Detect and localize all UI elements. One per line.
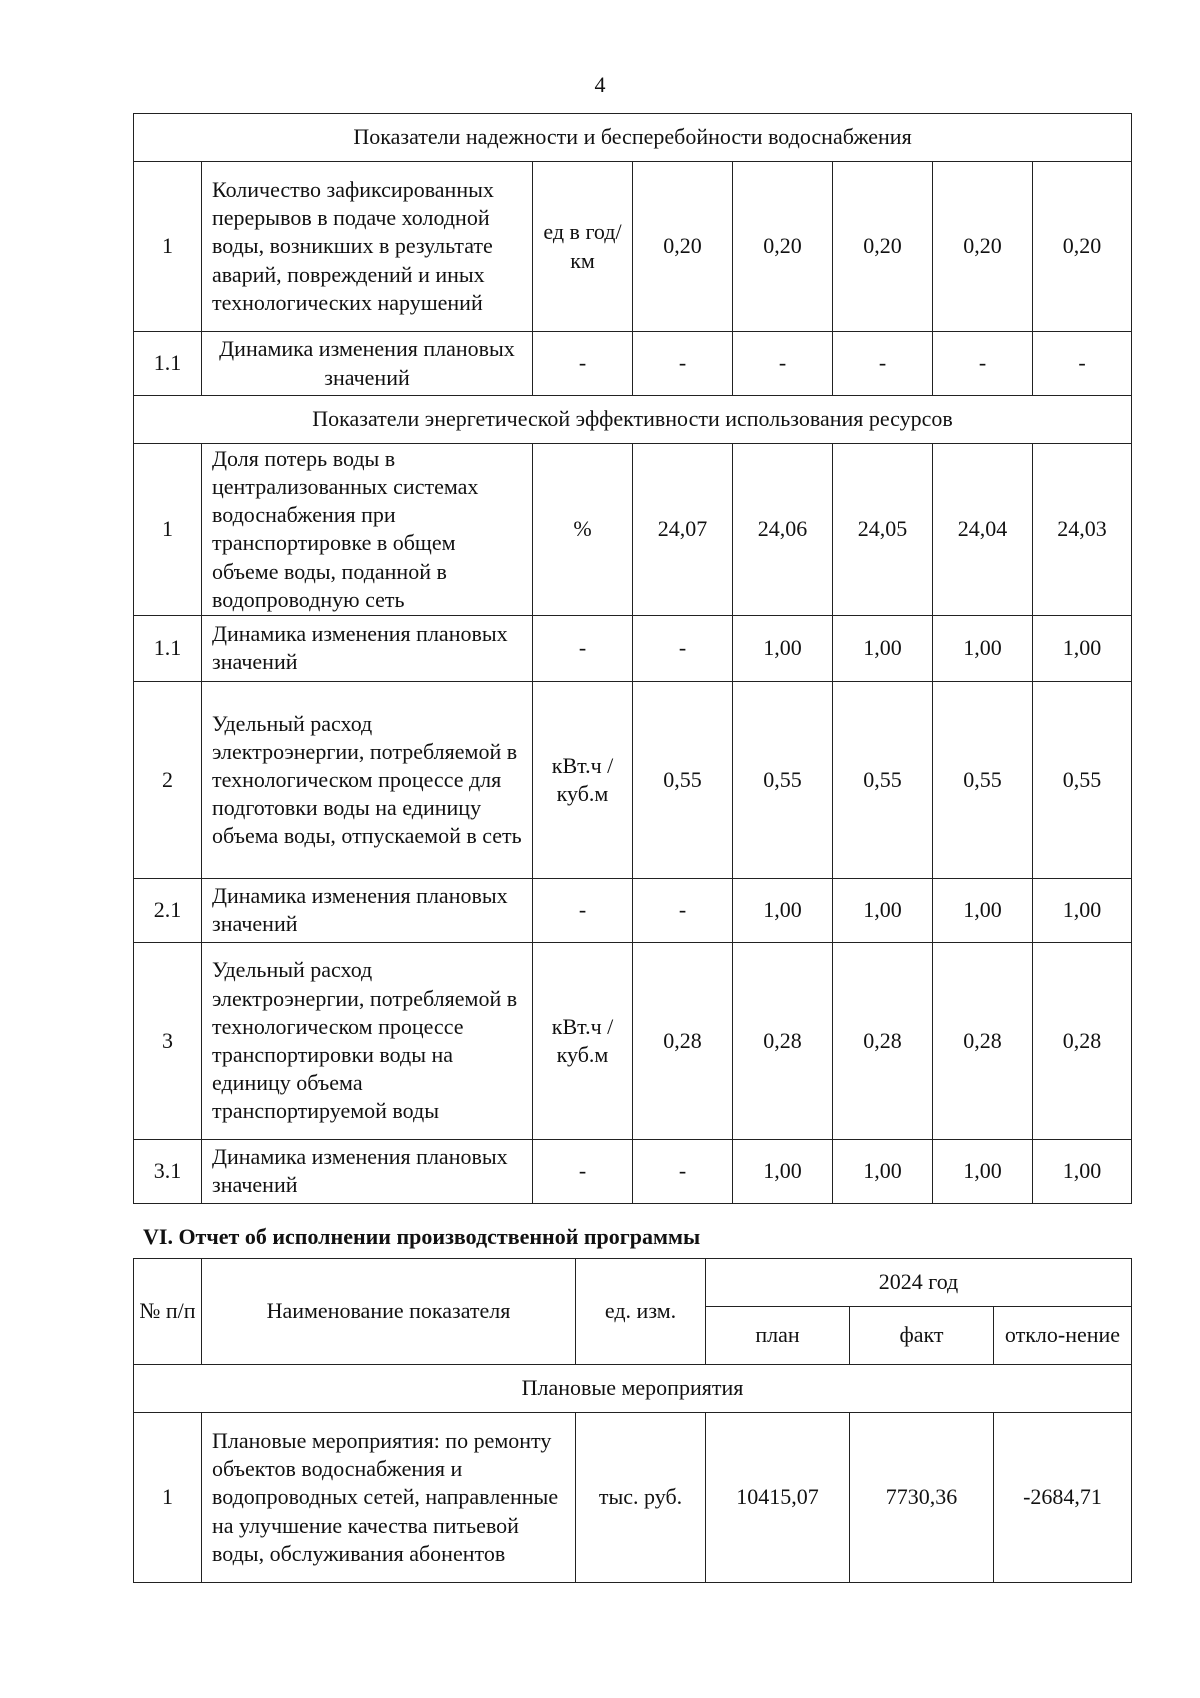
unit-cell: тыс. руб. [576,1413,706,1583]
value-cell: 1,00 [1033,1139,1132,1203]
table-row [134,1139,1132,1203]
value-cell: 1,00 [933,615,1033,681]
indicator-name: Доля потерь воды в централизованных системах водоснабжения при транспортировке в общем объеме воды, поданной в водопроводную сеть [202,444,533,616]
fact-cell: 7730,36 [850,1413,994,1583]
unit-cell: ед в год/ км [533,162,633,332]
value-cell: 0,28 [933,942,1033,1139]
indicators-table [133,113,1132,1204]
value-cell: 1,00 [733,878,833,942]
plan-cell: 10415,07 [706,1413,850,1583]
header-year: 2024 год [706,1259,1132,1307]
value-cell: - [633,332,733,396]
row-number: 2.1 [134,878,202,942]
value-cell: 0,20 [833,162,933,332]
section-heading: VI. Отчет об исполнении производственной программы [143,1224,701,1249]
value-cell: 24,05 [833,444,933,616]
indicator-name: Удельный расход электроэнергии, потребляемой в технологическом процессе для подготовки воды на единицу объема воды, отпускаемой в сеть [202,681,533,878]
table-row [134,681,1132,878]
value-cell: 0,20 [1033,162,1132,332]
value-cell: - [633,615,733,681]
value-cell: - [633,878,733,942]
row-number: 3 [134,942,202,1139]
unit-cell: кВт.ч / куб.м [533,942,633,1139]
value-cell: 24,03 [1033,444,1132,616]
unit-cell: % [533,444,633,616]
value-cell: - [733,332,833,396]
value-cell: 24,04 [933,444,1033,616]
section-title-efficiency: Показатели энергетической эффективности использования ресурсов [134,396,1132,444]
header-fact: факт [850,1307,994,1365]
indicator-name: Удельный расход электроэнергии, потребляемой в технологическом процессе транспортировки воды на единицу объема транспортируемой воды [202,942,533,1139]
indicator-name: Динамика изменения плановых значений [202,1139,533,1203]
row-number: 1.1 [134,332,202,396]
table-row [134,942,1132,1139]
row-number: 1 [134,1413,202,1583]
header-name: Наименование показателя [202,1259,576,1365]
header-deviation: откло-нение [994,1307,1132,1365]
value-cell: 1,00 [1033,615,1132,681]
header-unit: ед. изм. [576,1259,706,1365]
value-cell: 0,55 [1033,681,1132,878]
indicator-name: Динамика изменения плановых значений [202,878,533,942]
value-cell: 0,28 [733,942,833,1139]
value-cell: 0,55 [933,681,1033,878]
unit-cell: - [533,1139,633,1203]
table-row [134,878,1132,942]
program-report-table [133,1258,1132,1583]
value-cell: 24,07 [633,444,733,616]
value-cell: 1,00 [833,1139,933,1203]
value-cell: 0,28 [833,942,933,1139]
value-cell: - [1033,332,1132,396]
table-row [134,615,1132,681]
value-cell: 0,28 [1033,942,1132,1139]
value-cell: 1,00 [1033,878,1132,942]
value-cell: 0,55 [733,681,833,878]
row-number: 1 [134,444,202,616]
section-title-planned-activities: Плановые мероприятия [134,1365,1132,1413]
value-cell: - [933,332,1033,396]
table-row [134,444,1132,616]
table-row [134,1413,1132,1583]
value-cell: 0,55 [633,681,733,878]
value-cell: 1,00 [733,1139,833,1203]
value-cell: 0,28 [633,942,733,1139]
row-number: 1.1 [134,615,202,681]
row-number: 2 [134,681,202,878]
value-cell: 1,00 [933,878,1033,942]
header-plan: план [706,1307,850,1365]
unit-cell: кВт.ч / куб.м [533,681,633,878]
page-number: 4 [594,72,606,97]
value-cell: 0,20 [633,162,733,332]
row-number: 1 [134,162,202,332]
value-cell: 1,00 [933,1139,1033,1203]
table-row [134,332,1132,396]
indicator-name: Количество зафиксированных перерывов в подаче холодной воды, возникших в результате аварий, повреждений и иных технологических нарушений [202,162,533,332]
value-cell: 0,20 [733,162,833,332]
value-cell: 1,00 [833,878,933,942]
indicator-name: Динамика изменения плановых значений [202,615,533,681]
indicator-name: Плановые мероприятия: по ремонту объектов водоснабжения и водопроводных сетей, направленные на улучшение качества питьевой воды, обслуживания абонентов [202,1413,576,1583]
value-cell: 24,06 [733,444,833,616]
value-cell: 1,00 [733,615,833,681]
value-cell: 0,55 [833,681,933,878]
value-cell: 0,20 [933,162,1033,332]
value-cell: - [833,332,933,396]
header-num: № п/п [134,1259,202,1365]
value-cell: 1,00 [833,615,933,681]
indicator-name: Динамика изменения плановых значений [202,332,533,396]
unit-cell: - [533,878,633,942]
unit-cell: - [533,332,633,396]
table-row [134,162,1132,332]
section-title-reliability: Показатели надежности и бесперебойности водоснабжения [134,114,1132,162]
deviation-cell: -2684,71 [994,1413,1132,1583]
value-cell: - [633,1139,733,1203]
unit-cell: - [533,615,633,681]
row-number: 3.1 [134,1139,202,1203]
